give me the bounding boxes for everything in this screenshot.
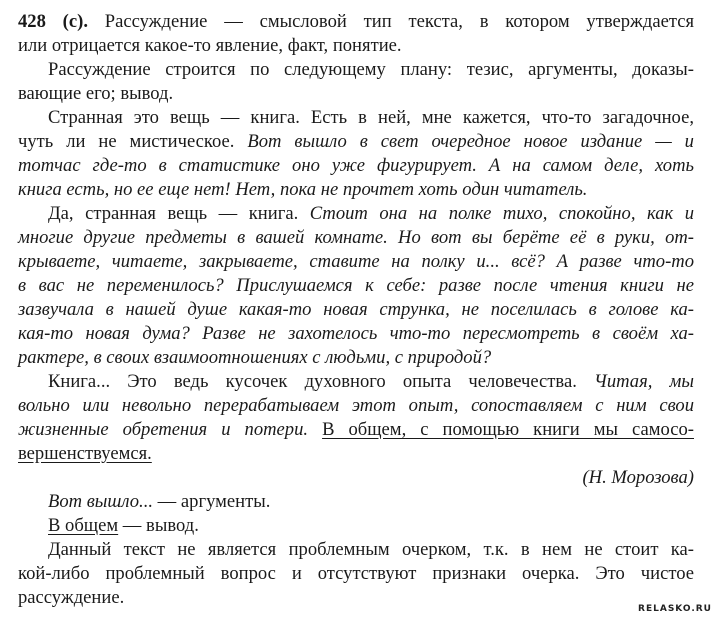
text-p1-line-2-italic: Вот вышло в свет очередное новое издание — и xyxy=(247,131,694,152)
answer-arguments xyxy=(18,490,694,514)
text-p3-line-3-italic: жизненные обретения и потери. xyxy=(18,419,323,440)
answer-arguments-label: — аргументы. xyxy=(153,491,271,512)
source-attribution: (Н. Морозова) xyxy=(582,467,694,488)
plan-line-2: вающие его; вывод. xyxy=(18,83,174,104)
text-p2-line-6: кая-то новая дума? Разве не захотелось что-то пересмотреть в своём ха- xyxy=(18,323,694,344)
text-p3-line-4 xyxy=(18,442,694,466)
text-p2-line-1-italic: Стоит она на полке тихо, спокойно, как и xyxy=(309,203,694,224)
text-p2-line-2: многие другие предметы в вашей комнате. Но вот вы берёте её в руки, от- xyxy=(18,227,694,248)
text-p3-line-3-underlined: В общем, с помощью книги мы самосо- xyxy=(322,419,694,440)
text-p1-line-3: тотчас где-то в статистике оно уже фигурирует. А на самом деле, хоть xyxy=(18,155,694,176)
definition-text-1: Рассуждение — смысловой тип текста, в котором утверждается xyxy=(87,11,695,32)
text-p3-line-3 xyxy=(18,418,694,442)
answer-explanation-line-3: рассуждение. xyxy=(18,587,125,608)
watermark: RELASKO.RU xyxy=(638,604,712,614)
answer-conclusion xyxy=(18,514,694,538)
text-p3-line-1-plain: Книга... Это ведь кусочек духовного опыта человечества. xyxy=(48,371,595,392)
exercise-definition-line-1 xyxy=(18,10,694,34)
text-p2-line-4: в вас не переменилось? Прислушаемся к себе: разве после чтения книги не xyxy=(18,275,694,296)
plan-line-1: Рассуждение строится по следующему плану: тезис, аргументы, доказы- xyxy=(48,59,694,80)
text-p1-line-2-plain: чуть ли не мистическое. xyxy=(18,131,248,152)
text-p1-line-4: книга есть, но ее еще нет! Нет, пока не прочтет хоть один читатель. xyxy=(18,179,588,200)
answer-conclusion-quote: В общем xyxy=(48,515,119,536)
answer-explanation-line-1: Данный текст не является проблемным очерком, т.к. в нем не стоит ка- xyxy=(48,539,694,560)
exercise-definition-line-2: или отрицается какое-то явление, факт, понятие. xyxy=(18,35,402,56)
text-p1-line-2 xyxy=(18,130,694,154)
answer-conclusion-label: — вывод. xyxy=(118,515,199,536)
answer-arguments-quote: Вот вышло... xyxy=(48,491,154,512)
text-p3-line-2: вольно или невольно перерабатываем этот опыт, сопоставляем с ним свои xyxy=(18,395,694,416)
text-p2-line-5: зазвучала в нашей душе какая-то новая струнка, не поселилась в голове ка- xyxy=(18,299,694,320)
answer-explanation-line-2: кой-либо проблемный вопрос и отсутствуют признаки очерка. Это чистое xyxy=(18,563,694,584)
text-p1-line-1: Странная это вещь — книга. Есть в ней, мне кажется, что-то загадочное, xyxy=(48,107,694,128)
text-p2-line-1 xyxy=(18,202,694,226)
text-p3-line-1 xyxy=(18,370,694,394)
text-p2-line-1-plain: Да, странная вещь — книга. xyxy=(48,203,310,224)
text-p2-line-7: рактере, в своих взаимоотношениях с людьми, с природой? xyxy=(18,347,492,368)
text-p2-line-3: крываете, читаете, закрываете, ставите на полку и... всё? А разве что-то xyxy=(18,251,694,272)
text-p3-line-4-underlined: вершенствуемся. xyxy=(18,443,152,464)
text-p3-line-1-italic: Читая, мы xyxy=(594,371,694,392)
exercise-number: 428 (с). xyxy=(18,11,88,32)
